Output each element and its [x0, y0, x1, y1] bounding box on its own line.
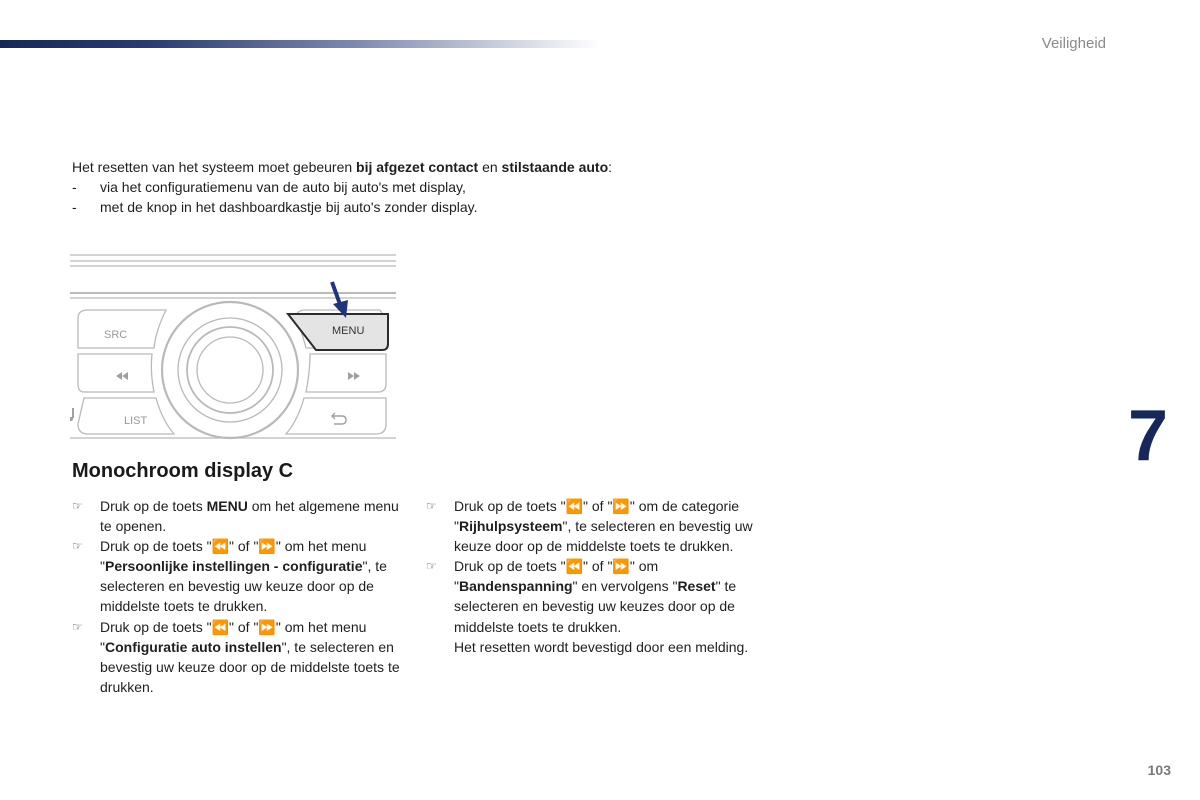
back-return-icon	[332, 413, 346, 424]
instruction-step: ☞ Druk op de toets "⏪" of "⏩" om het menu "Persoonlijke instellingen - configuratie", te selecteren en bevestig uw keuze door op de middelste toets te drukken.	[72, 538, 387, 615]
rewind-icon	[116, 372, 128, 380]
steps-right-column	[426, 496, 756, 657]
intro-list-item: - met de knop in het dashboardkastje bij auto's zonder display.	[72, 199, 478, 215]
music-note-icon	[70, 408, 74, 421]
instruction-step: ☞ Druk op de toets "⏪" of "⏩" om "Bandenspanning" en vervolgens "Reset" te selecteren en bevestig uw keuzes door op de middelste toets te drukken. Het resetten wordt bevestigd door een melding.	[426, 558, 749, 655]
control-panel-illustration	[70, 252, 396, 442]
chapter-number: 7	[1127, 396, 1168, 476]
intro-lead: Het resetten van het systeem moet gebeuren bij afgezet contact en stilstaande auto:	[72, 159, 613, 175]
instruction-step: ☞ Druk op de toets "⏪" of "⏩" om het menu "Configuratie auto instellen", te selecteren en bevestig uw keuze door op de middelste toets te drukken.	[72, 618, 400, 695]
hand-pointer-icon: ☞	[72, 619, 83, 634]
intro-text	[72, 157, 712, 217]
intro-list-item: - via het configuratiemenu van de auto bij auto's met display,	[72, 179, 466, 195]
fast-forward-icon	[348, 372, 360, 380]
lead-bold-stationary: stilstaande auto	[501, 159, 609, 175]
confirmation-note: Het resetten wordt bevestigd door een melding.	[454, 638, 749, 655]
src-button-label: SRC	[104, 329, 128, 341]
hand-pointer-icon: ☞	[426, 499, 437, 513]
arrow-pointer-icon	[332, 282, 348, 318]
menu-button-label: MENU	[332, 325, 365, 337]
hand-pointer-icon: ☞	[72, 499, 83, 513]
steps-left-column	[72, 496, 402, 697]
list-button-label: LIST	[124, 415, 148, 427]
hand-pointer-icon: ☞	[426, 559, 437, 574]
page-number: 103	[1147, 762, 1171, 778]
instruction-step: ☞ Druk op de toets MENU om het algemene menu te openen.	[72, 498, 399, 535]
hand-pointer-icon: ☞	[72, 539, 83, 554]
section-title: Veiligheid	[1041, 35, 1106, 52]
lead-bold-ignition: bij afgezet contact	[356, 159, 479, 175]
subheading: Monochroom display C	[72, 460, 294, 482]
instruction-step: ☞ Druk op de toets "⏪" of "⏩" om de categorie "Rijhulpsysteem", te selecteren en bevestig uw keuze door op de middelste toets te drukken.	[426, 498, 753, 555]
header-gradient-bar	[0, 40, 600, 48]
